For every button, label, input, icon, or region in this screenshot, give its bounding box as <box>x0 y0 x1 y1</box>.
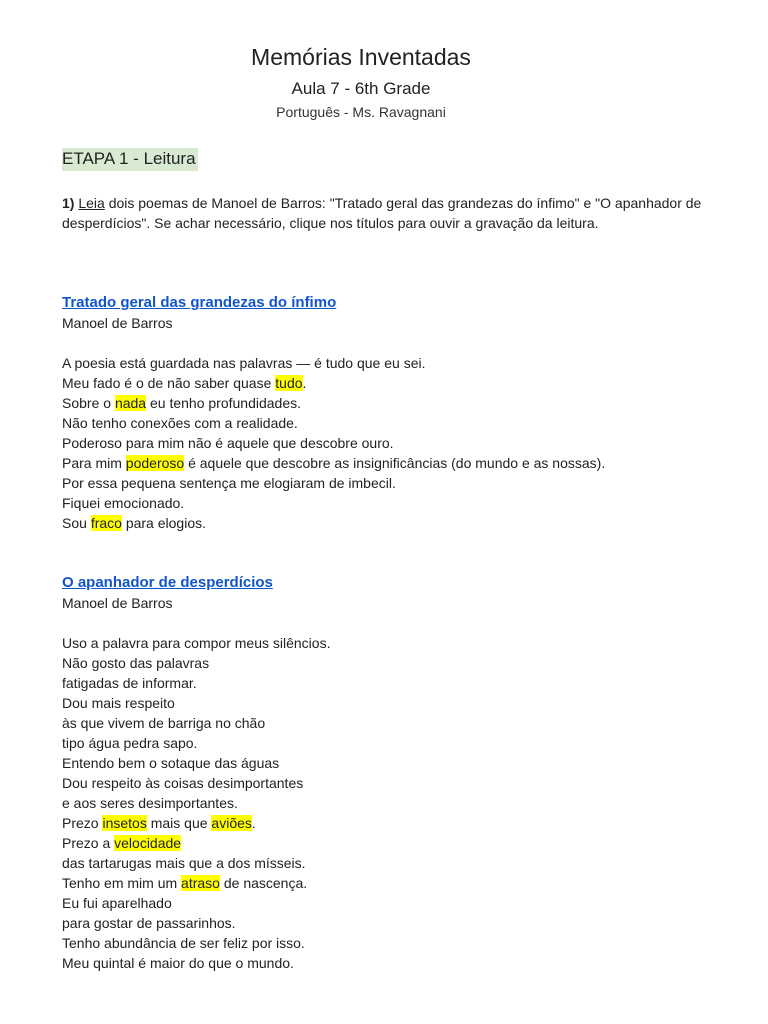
line-segment: Meu fado é o de não saber quase <box>62 375 276 391</box>
poem-line: Não gosto das palavras <box>62 655 210 671</box>
highlighted-word: poderoso <box>125 455 185 471</box>
poem-line: para gostar de passarinhos. <box>62 915 236 931</box>
poem-line <box>62 873 722 893</box>
poem-line: e aos seres desimportantes. <box>62 795 238 811</box>
line-segment: para elogios. <box>121 515 206 531</box>
poem-line: Meu quintal é maior do que o mundo. <box>62 955 294 971</box>
poem-line: Tenho abundância de ser feliz por isso. <box>62 935 305 951</box>
instruction-number: 1) <box>62 195 75 211</box>
poem-line: Eu fui aparelhado <box>62 895 172 911</box>
poem-line: das tartarugas mais que a dos mísseis. <box>62 855 306 871</box>
poem-line: tipo água pedra sapo. <box>62 735 198 751</box>
poem-line: Dou mais respeito <box>62 695 175 711</box>
highlighted-word: fraco <box>90 515 122 531</box>
highlighted-word: nada <box>114 395 147 411</box>
line-segment: Prezo <box>62 815 103 831</box>
poem-line <box>62 833 722 853</box>
stage-heading: ETAPA 1 - Leitura <box>62 148 198 171</box>
highlighted-word: tudo <box>275 375 303 391</box>
poem-line: A poesia está guardada nas palavras — é tudo que eu sei. <box>62 355 426 371</box>
line-segment: Sou <box>62 515 91 531</box>
line-segment: . <box>251 815 256 831</box>
poem-line: Poderoso para mim não é aquele que descobre ouro. <box>62 435 394 451</box>
poem-line: Por essa pequena sentença me elogiaram de imbecil. <box>62 475 396 491</box>
line-segment: Sobre o <box>62 395 115 411</box>
poem-line: às que vivem de barriga no chão <box>62 715 266 731</box>
line-segment: eu tenho profundidades. <box>146 395 301 411</box>
poem-line: Fiquei emocionado. <box>62 495 185 511</box>
highlighted-word: velocidade <box>114 835 182 851</box>
poem-line <box>62 393 722 413</box>
poem-line <box>62 373 722 393</box>
doc-subtitle: Aula 7 - 6th Grade <box>291 79 431 98</box>
poem-line: Entendo bem o sotaque das águas <box>62 755 280 771</box>
line-segment: de nascença. <box>219 875 308 891</box>
doc-byline: Português - Ms. Ravagnani <box>276 104 446 120</box>
poem-1-title-link[interactable]: Tratado geral das grandezas do ínfimo <box>62 294 337 311</box>
poem-1-author: Manoel de Barros <box>62 315 173 331</box>
line-segment: . <box>302 375 307 391</box>
highlighted-word: atraso <box>181 875 220 891</box>
poem-line <box>62 453 722 473</box>
poem-line: fatigadas de informar. <box>62 675 197 691</box>
poem-2-lines <box>62 633 722 973</box>
line-segment: Para mim <box>62 455 126 471</box>
poem-2-author: Manoel de Barros <box>62 595 173 611</box>
poem-line: Dou respeito às coisas desimportantes <box>62 775 304 791</box>
line-segment: é aquele que descobre as insignificâncias (do mundo e as nossas). <box>184 455 606 471</box>
instruction-text: dois poemas de Manoel de Barros: "Tratado geral das grandezas do ínfimo" e "O apanhador de desperdícios". Se achar necessário, clique nos títulos para ouvir a gravação da leitura. <box>62 195 702 231</box>
doc-title: Memórias Inventadas <box>251 44 471 70</box>
poem-2 <box>62 572 722 973</box>
poem-1 <box>62 292 722 533</box>
instruction-verb: Leia <box>78 195 105 211</box>
poem-1-lines <box>62 353 722 533</box>
line-segment: Prezo a <box>62 835 115 851</box>
instruction-paragraph <box>62 193 702 233</box>
poem-line: Uso a palavra para compor meus silêncios. <box>62 635 331 651</box>
poem-line <box>62 813 722 833</box>
poem-2-title-link[interactable]: O apanhador de desperdícios <box>62 574 273 591</box>
poem-line <box>62 513 722 533</box>
line-segment: Tenho em mim um <box>62 875 182 891</box>
poem-line: Não tenho conexões com a realidade. <box>62 415 298 431</box>
highlighted-word: aviões <box>211 815 252 831</box>
line-segment: mais que <box>146 815 212 831</box>
highlighted-word: insetos <box>102 815 147 831</box>
